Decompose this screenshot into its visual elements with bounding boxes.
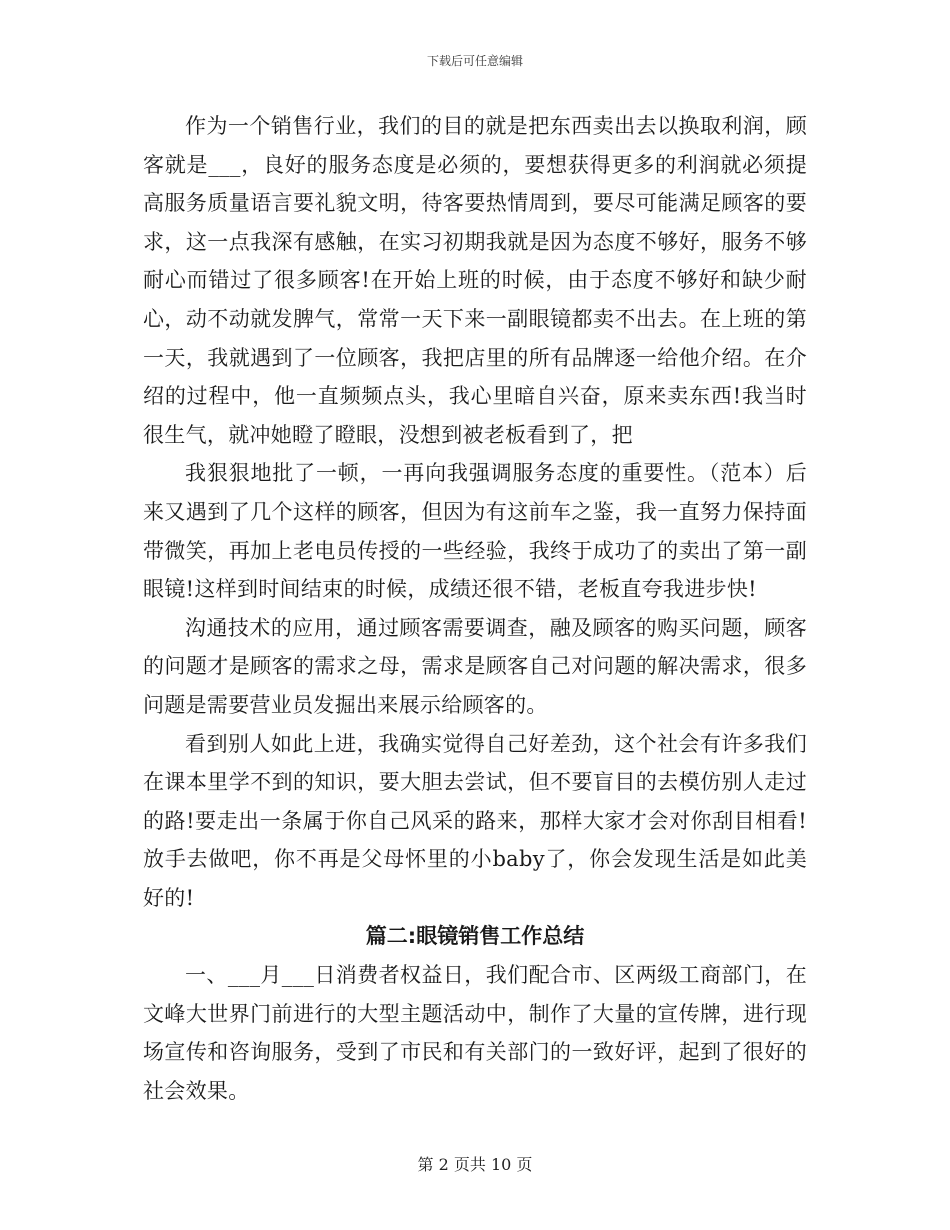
page-header: 下载后可任意编辑 [426, 54, 523, 68]
section-title: 篇二:眼镜销售工作总结 [365, 924, 585, 949]
document-body [143, 107, 807, 1110]
paragraph: 我狠狠地批了一顿，一再向我强调服务态度的重要性。（范本）后来又遇到了几个这样的顾客，但因为有这前车之鉴，我一直努力保持面带微笑，再加上老电员传授的一些经验，我终于成功了的卖出了第一副眼镜!这样到时间结束的时候，成绩还很不错，老板直夸我进步快! [143, 461, 807, 602]
page-number: 第 2 页共 10 页 [417, 1155, 533, 1174]
paragraph: 一、___月___日消费者权益日，我们配合市、区两级工商部门，在文峰大世界门前进行的大型主题活动中，制作了大量的宣传牌，进行现场宣传和咨询服务，受到了市民和有关部门的一致好评，起到了很好的社会效果。 [143, 963, 807, 1103]
paragraph: 作为一个销售行业，我们的目的就是把东西卖出去以换取利润，顾客就是___，良好的服务态度是必须的，要想获得更多的利润就必须提高服务质量语言要礼貌文明，待客要热情周到，要尽可能满足顾客的要求，这一点我深有感触，在实习初期我就是因为态度不够好，服务不够耐心而错过了很多顾客!在开始上班的时候，由于态度不够好和缺少耐心，动不动就发脾气，常常一天下来一副眼镜都卖不出去。在上班的第一天，我就遇到了一位顾客，我把店里的所有品牌逐一给他介绍。在介绍的过程中，他一直频频点头，我心里暗自兴奋，原来卖东西!我当时很生气，就冲她瞪了瞪眼，没想到被老板看到了，把 [143, 114, 807, 447]
paragraph: 看到别人如此上进，我确实觉得自己好差劲，这个社会有许多我们在课本里学不到的知识，要大胆去尝试，但不要盲目的去模仿别人走过的路!要走出一条属于你自己风采的路来，那样大家才会对你刮目相看!放手去做吧，你不再是父母怀里的小baby了，你会发现生活是如此美好的! [143, 731, 807, 910]
paragraph: 沟通技术的应用，通过顾客需要调查，融及顾客的购买问题，顾客的问题才是顾客的需求之母，需求是顾客自己对问题的解决需求，很多问题是需要营业员发掘出来展示给顾客的。 [143, 615, 807, 717]
